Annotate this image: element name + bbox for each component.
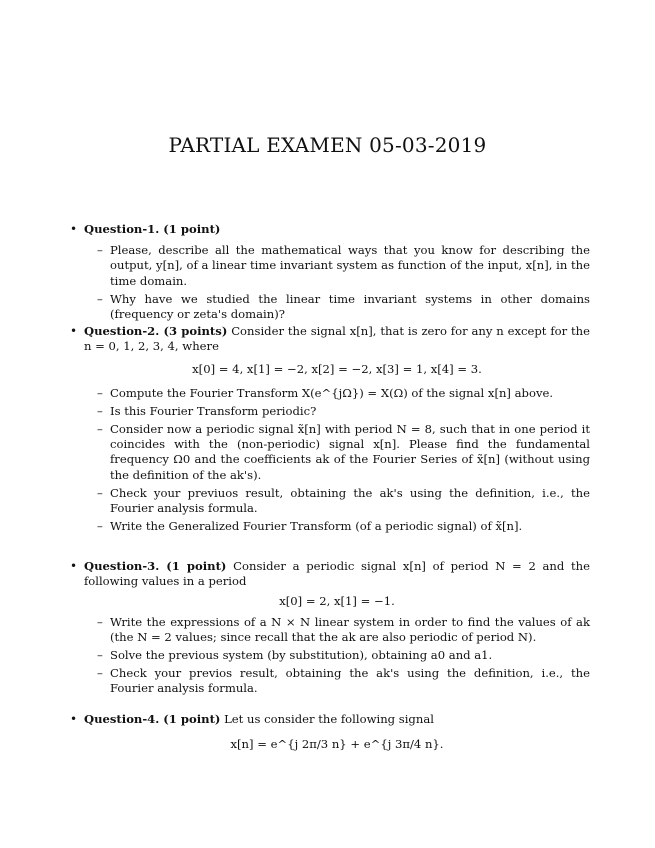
list-item: – Consider now a periodic signal x̃[n] with period N = 8, such that in one period it coincides with the (non-periodic) signal x[n]. Please find the fundamental frequency Ω0 and the coefficients ak of the Fourier Series of x̃[n] (without using the definition of the ak's). — [97, 422, 590, 482]
bullet-icon: • — [70, 712, 78, 726]
question-intro: Let us consider the following signal — [224, 712, 434, 726]
list-item: – Write the expressions of a N × N linear system in order to find the values of ak (the N = 2 values; since recall that the ak are also periodic of period N). — [97, 614, 590, 644]
question-1 — [70, 222, 590, 325]
list-item: – Please, describe all the mathematical ways that you know for describing the output, y[n], of a linear time invariant system as function of the input, x[n], in the time domain. — [97, 243, 590, 288]
bullet-icon: • — [70, 324, 78, 338]
list-item: – Is this Fourier Transform periodic? — [97, 403, 317, 418]
question-2 — [70, 324, 590, 537]
bullet-icon: • — [70, 222, 78, 236]
page-title: PARTIAL EXAMEN 05-03-2019 — [168, 133, 487, 157]
list-item: – Compute the Fourier Transform X(e^{jΩ}) = X(Ω) of the signal x[n] above. — [97, 385, 554, 400]
equation: x[0] = 4, x[1] = −2, x[2] = −2, x[3] = 1, x[4] = 3. — [192, 362, 482, 377]
question-heading: Question-2. (3 points) — [84, 324, 228, 338]
bullet-icon: • — [70, 559, 78, 573]
question-4 — [70, 712, 590, 757]
list-item: – Why have we studied the linear time invariant systems in other domains (frequency or zeta's domain)? — [97, 291, 590, 322]
list-item: – Solve the previous system (by substitution), obtaining a0 and a1. — [97, 648, 493, 663]
list-item: – Check your previuos result, obtaining the ak's using the definition, i.e., the Fourier analysis formula. — [97, 485, 590, 516]
question-intro: Consider a periodic signal x[n] of period N = 2 and the following values in a period — [84, 559, 590, 589]
list-item: – Check your previos result, obtaining the ak's using the definition, i.e., the Fourier analysis formula. — [97, 666, 590, 696]
list-item: – Write the Generalized Fourier Transform (of a periodic signal) of x̃[n]. — [97, 519, 523, 534]
equation: x[0] = 2, x[1] = −1. — [279, 594, 395, 609]
equation: x[n] = e^{j 2π/3 n} + e^{j 3π/4 n}. — [230, 737, 444, 752]
question-heading: Question-4. (1 point) — [84, 712, 221, 726]
question-heading: Question-3. (1 point) — [84, 559, 227, 573]
question-heading: Question-1. (1 point) — [84, 222, 221, 236]
question-intro: Consider the signal x[n], that is zero for any n except for the n = 0, 1, 2, 3, 4, where — [84, 324, 591, 354]
question-3 — [70, 559, 590, 700]
